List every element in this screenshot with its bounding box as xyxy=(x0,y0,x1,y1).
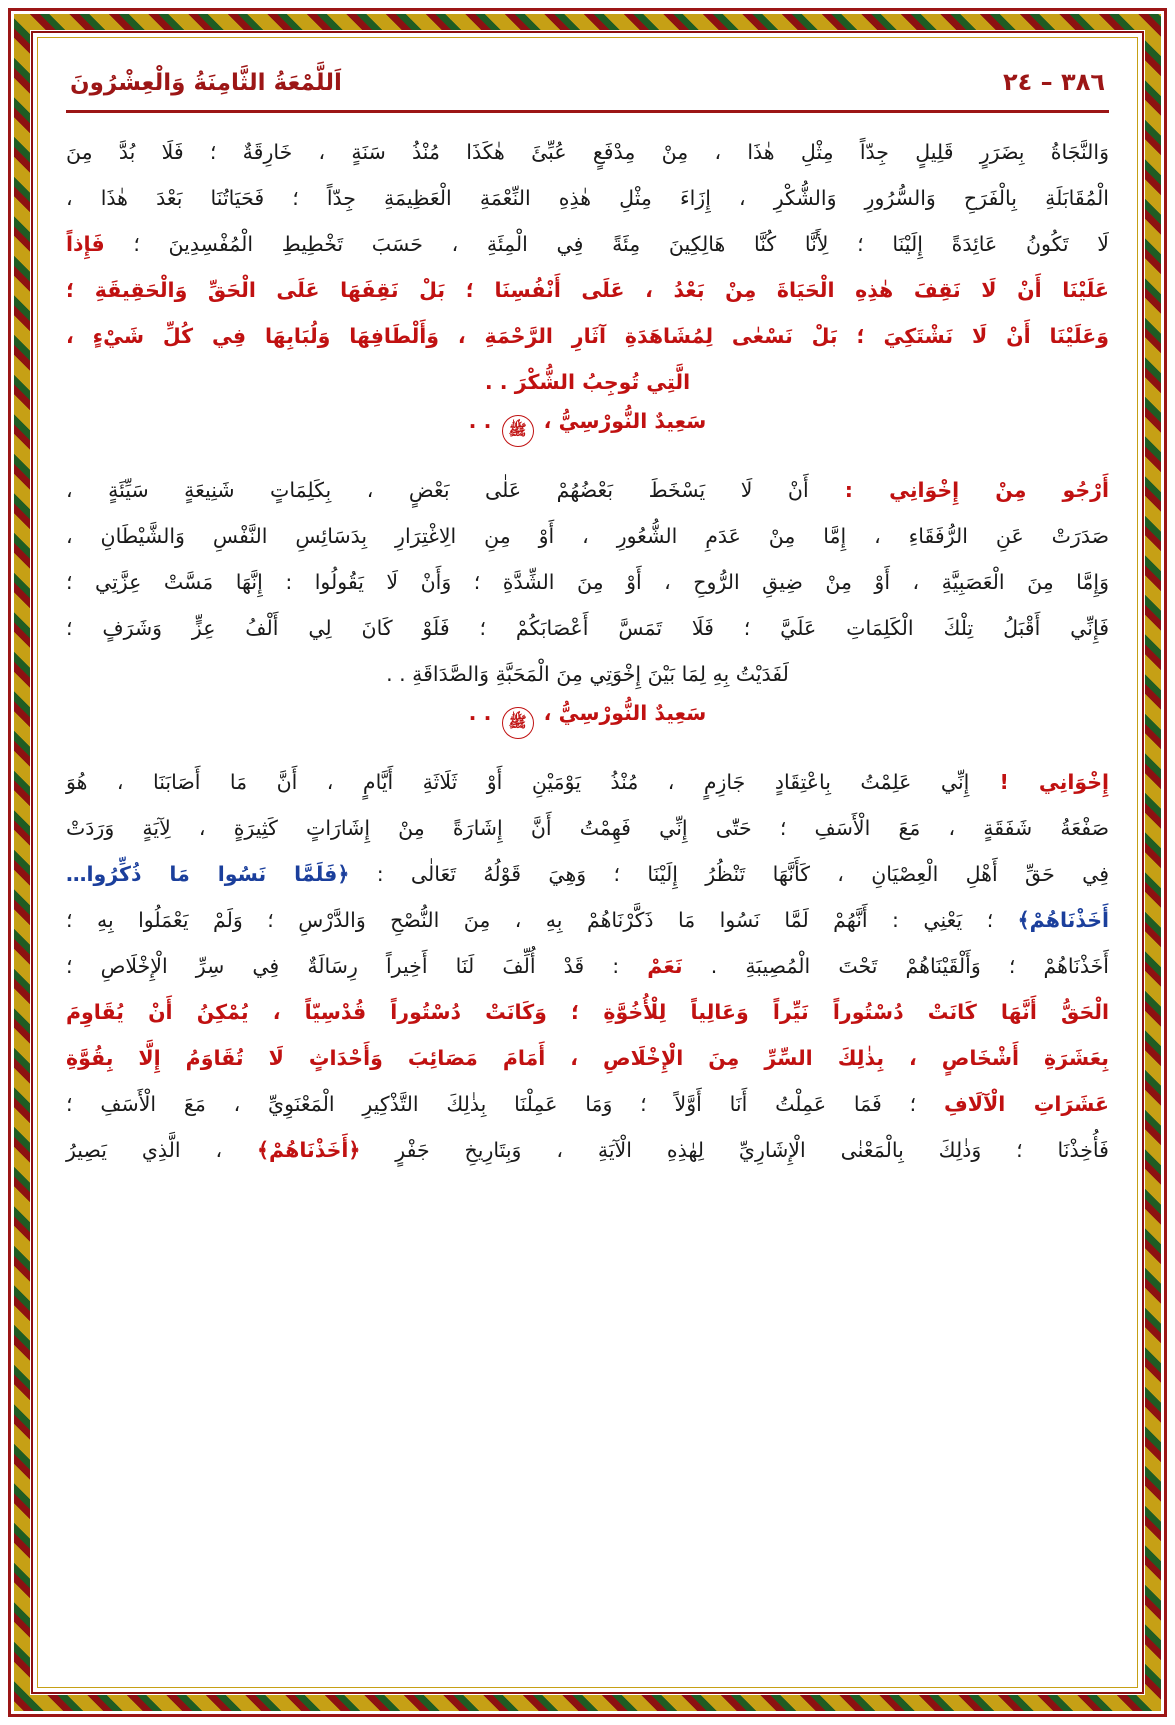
text-run-red: ﴿أَخَذْنَاهُمْ﴾ xyxy=(257,1138,361,1163)
document-body xyxy=(48,113,1127,1193)
paragraph-line xyxy=(66,807,1109,849)
paragraph-line xyxy=(66,469,1109,511)
text-run-black: فَأُخِذْنَا ؛ وَذٰلِكَ بِالْمَعْنٰى الْإِشَارِيِّ لِهٰذِهِ الْآيَةِ ، وَبِتَارِيخِ جَفْرٍ xyxy=(360,1138,1109,1163)
paragraph-line xyxy=(66,761,1109,803)
text-run-black: لَا تَكُونُ عَائِدَةً إِلَيْنَا ؛ لِأَنَّا كُنَّا هَالِكِينَ مِئَةً فِي الْمِئَةِ ، حَسَبَ تَخْطِيطِ الْمُفْسِدِينَ ؛ xyxy=(104,232,1109,257)
text-block xyxy=(66,761,1109,1193)
author-signature xyxy=(66,409,1109,447)
text-run-red: بِعَشَرَةِ أَشْخَاصٍ ، بِذٰلِكَ السِّرِّ مِنَ الْإِخْلَاصِ ، أَمَامَ مَصَائِبَ وَأَحْدَاثٍ لَا تُقَاوَمُ إِلَّا بِقُوَّةِ xyxy=(66,1046,1109,1071)
text-run-red: أَرْجُو مِنْ إِخْوَانِي : xyxy=(808,478,1110,503)
paragraph-line xyxy=(66,653,1109,695)
text-run-red: عَلَيْنَا أَنْ لَا نَقِفَ هٰذِهِ الْحَيَاةَ مِنْ بَعْدُ ، عَلَى أَنْفُسِنَا ؛ بَلْ نَقِفَهَا عَلَى الْحَقِّ وَالْحَقِيقَةِ ؛ xyxy=(66,278,1109,303)
author-signature xyxy=(66,701,1109,739)
page-content xyxy=(48,52,1127,1677)
text-run-black: ، الَّذِي يَصِيرُ xyxy=(66,1138,258,1163)
text-run-red: وَعَلَيْنَا أَنْ لَا نَشْتَكِيَ ؛ بَلْ نَسْعٰى لِمُشَاهَدَةِ آثَارِ الرَّحْمَةِ ، وَأَلْطَافِهَا وَلُبَابِهَا فِي كُلِّ شَيْءٍ ، xyxy=(66,324,1109,349)
text-run-blue: أَخَذْنَاهُمْ﴾ xyxy=(1017,908,1109,933)
text-run-black: صَفْعَةُ شَفَقَةٍ ، مَعَ الْأَسَفِ ؛ حَتّٰى إِنِّي فَهِمْتُ أَنَّ إِشَارَةً مِنْ إِشَارَاتٍ كَثِيرَةٍ ، لِآيَةٍ وَرَدَتْ xyxy=(66,816,1109,841)
page-header xyxy=(48,52,1127,96)
page-number: ٣٨٦ – ٢٤ xyxy=(1003,68,1105,96)
signature-suffix: . . xyxy=(468,409,492,434)
paragraph-line xyxy=(66,899,1109,941)
text-run-black: وَالنَّجَاةُ بِضَرَرٍ قَلِيلٍ جِدّاً مِثْلِ هٰذَا ، مِنْ مِدْفَعٍ عُبِّئَ هٰكَذَا مُنْذُ سَنَةٍ ، خَارِقَةٌ ؛ فَلَا بُدَّ مِنَ xyxy=(66,140,1109,164)
paragraph-line xyxy=(66,991,1109,1033)
text-run-black: أَنْ لَا يَسْخَطَ بَعْضُهُمْ عَلٰى بَعْضٍ ، بِكَلِمَاتٍ شَنِيعَةٍ سَيِّئَةٍ ، xyxy=(66,478,809,503)
paragraph-line xyxy=(66,1037,1109,1079)
text-run-black: ؛ يَعْنِي : أَنَّهُمْ لَمَّا نَسُوا مَا ذَكَّرْنَاهُمْ بِهِ ، مِنَ النُّصْحِ وَالدَّرْسِ ؛ وَلَمْ يَعْمَلُوا بِهِ ؛ xyxy=(66,908,1018,933)
paragraph-line xyxy=(66,945,1109,987)
text-run-red: إِخْوَانِي ! xyxy=(969,770,1109,795)
text-run-black: : قَدْ أُلِّفَ لَنَا أَخِيراً رِسَالَةٌ فِي سِرِّ الْإِخْلَاصِ ؛ xyxy=(66,954,648,979)
text-run-black: لَفَدَيْتُ بِهِ لِمَا بَيْنَ إِخْوَتِي مِنَ الْمَحَبَّةِ وَالصَّدَاقَةِ . . xyxy=(386,662,789,687)
paragraph-line xyxy=(66,315,1109,357)
text-run-black: الْمُقَابَلَةِ بِالْفَرَحِ وَالسُّرُورِ وَالشُّكْرِ ، إِزَاءَ مِثْلِ هٰذِهِ النِّعْمَةِ الْعَظِيمَةِ جِدّاً ؛ فَحَيَاتُنَا بَعْدَ هٰذَا ، xyxy=(66,186,1109,211)
text-run-red: فَإِذاً xyxy=(66,232,105,257)
signature-name: سَعِيدٌ النُّورْسِيُّ ، xyxy=(543,409,707,434)
text-run-black: وَإِمَّا مِنَ الْعَصَبِيَّةِ ، أَوْ مِنْ ضِيقِ الرُّوحِ ، أَوْ مِنَ الشِّدَّةِ ؛ وَأَنْ لَا يَقُولُوا : إِنَّهَا مَسَّتْ عِزَّتِي ؛ xyxy=(66,570,1109,595)
text-run-black: أَخَذْنَاهُمْ ؛ وَأَلْقَيْنَاهُمْ تَحْتَ الْمُصِيبَةِ . xyxy=(682,954,1109,979)
paragraph-line xyxy=(66,607,1109,649)
text-run-red: الَّتِي تُوجِبُ الشُّكْرَ . . xyxy=(484,370,691,395)
paragraph-line xyxy=(66,269,1109,311)
text-block xyxy=(66,469,1109,739)
page-title: اَللَّمْعَةُ الثَّامِنَةُ وَالْعِشْرُونَ xyxy=(70,70,342,96)
text-run-black: ؛ فَمَا عَمِلْتُ أَنَا أَوَّلاً ؛ وَمَا عَمِلْنَا بِذٰلِكَ التَّذْكِيرِ الْمَعْنَوِيِّ ، مَعَ الْأَسَفِ ؛ xyxy=(66,1092,944,1117)
text-run-black: صَدَرَتْ عَنِ الرُّفَقَاءِ ، إِمَّا مِنْ عَدَمِ الشُّعُورِ ، أَوْ مِنِ الِاغْتِرَارِ بِدَسَائِسِ النَّفْسِ وَالشَّيْطَانِ ، xyxy=(66,524,1109,549)
paragraph-line xyxy=(66,853,1109,895)
honorific-seal-icon: ﷺ xyxy=(502,415,534,447)
text-run-red: الْحَقُّ أَنَّهَا كَانَتْ دُسْتُوراً نَيِّراً وَعَالِياً لِلْأُخُوَّةِ ؛ وَكَانَتْ دُسْتُوراً قُدْسِيّاً ، يُمْكِنُ أَنْ يُقَاوِمَ xyxy=(66,1000,1109,1025)
signature-name: سَعِيدٌ النُّورْسِيُّ ، xyxy=(543,701,707,726)
text-run-red: نَعَمْ xyxy=(647,954,683,979)
paragraph-line xyxy=(66,131,1109,173)
text-run-black: فِي حَقِّ أَهْلِ الْعِصْيَانِ ، كَأَنَّهَا تَنْظُرُ إِلَيْنَا ؛ وَهِيَ قَوْلُهُ تَعَالٰى : xyxy=(349,862,1109,887)
paragraph-line xyxy=(66,177,1109,219)
paragraph-line xyxy=(66,1083,1109,1125)
text-run-black: فَإِنِّي أَقْبَلُ تِلْكَ الْكَلِمَاتِ عَلَيَّ ؛ فَلَا تَمَسَّ أَعْصَابَكُمْ ؛ فَلَوْ كَانَ لِي أَلْفُ عِزٍّ وَشَرَفٍ ؛ xyxy=(66,616,1109,641)
text-run-blue: ﴿فَلَمَّا نَسُوا مَا ذُكِّرُوا… xyxy=(66,862,350,887)
paragraph-line xyxy=(66,361,1109,403)
text-run-black: إِنِّي عَلِمْتُ بِاعْتِقَادٍ جَازِمٍ ، مُنْذُ يَوْمَيْنِ أَوْ ثَلَاثَةِ أَيَّامٍ ، أَنَّ مَا أَصَابَنَا ، هُوَ xyxy=(66,770,970,795)
paragraph-line xyxy=(66,1129,1109,1171)
block-spacer xyxy=(66,1175,1109,1193)
honorific-seal-icon: ﷺ xyxy=(502,707,534,739)
paragraph-line xyxy=(66,223,1109,265)
signature-suffix: . . xyxy=(468,701,492,726)
text-run-red: عَشَرَاتِ الْآلَافِ xyxy=(943,1092,1109,1117)
paragraph-line xyxy=(66,515,1109,557)
paragraph-line xyxy=(66,561,1109,603)
text-block xyxy=(66,131,1109,447)
